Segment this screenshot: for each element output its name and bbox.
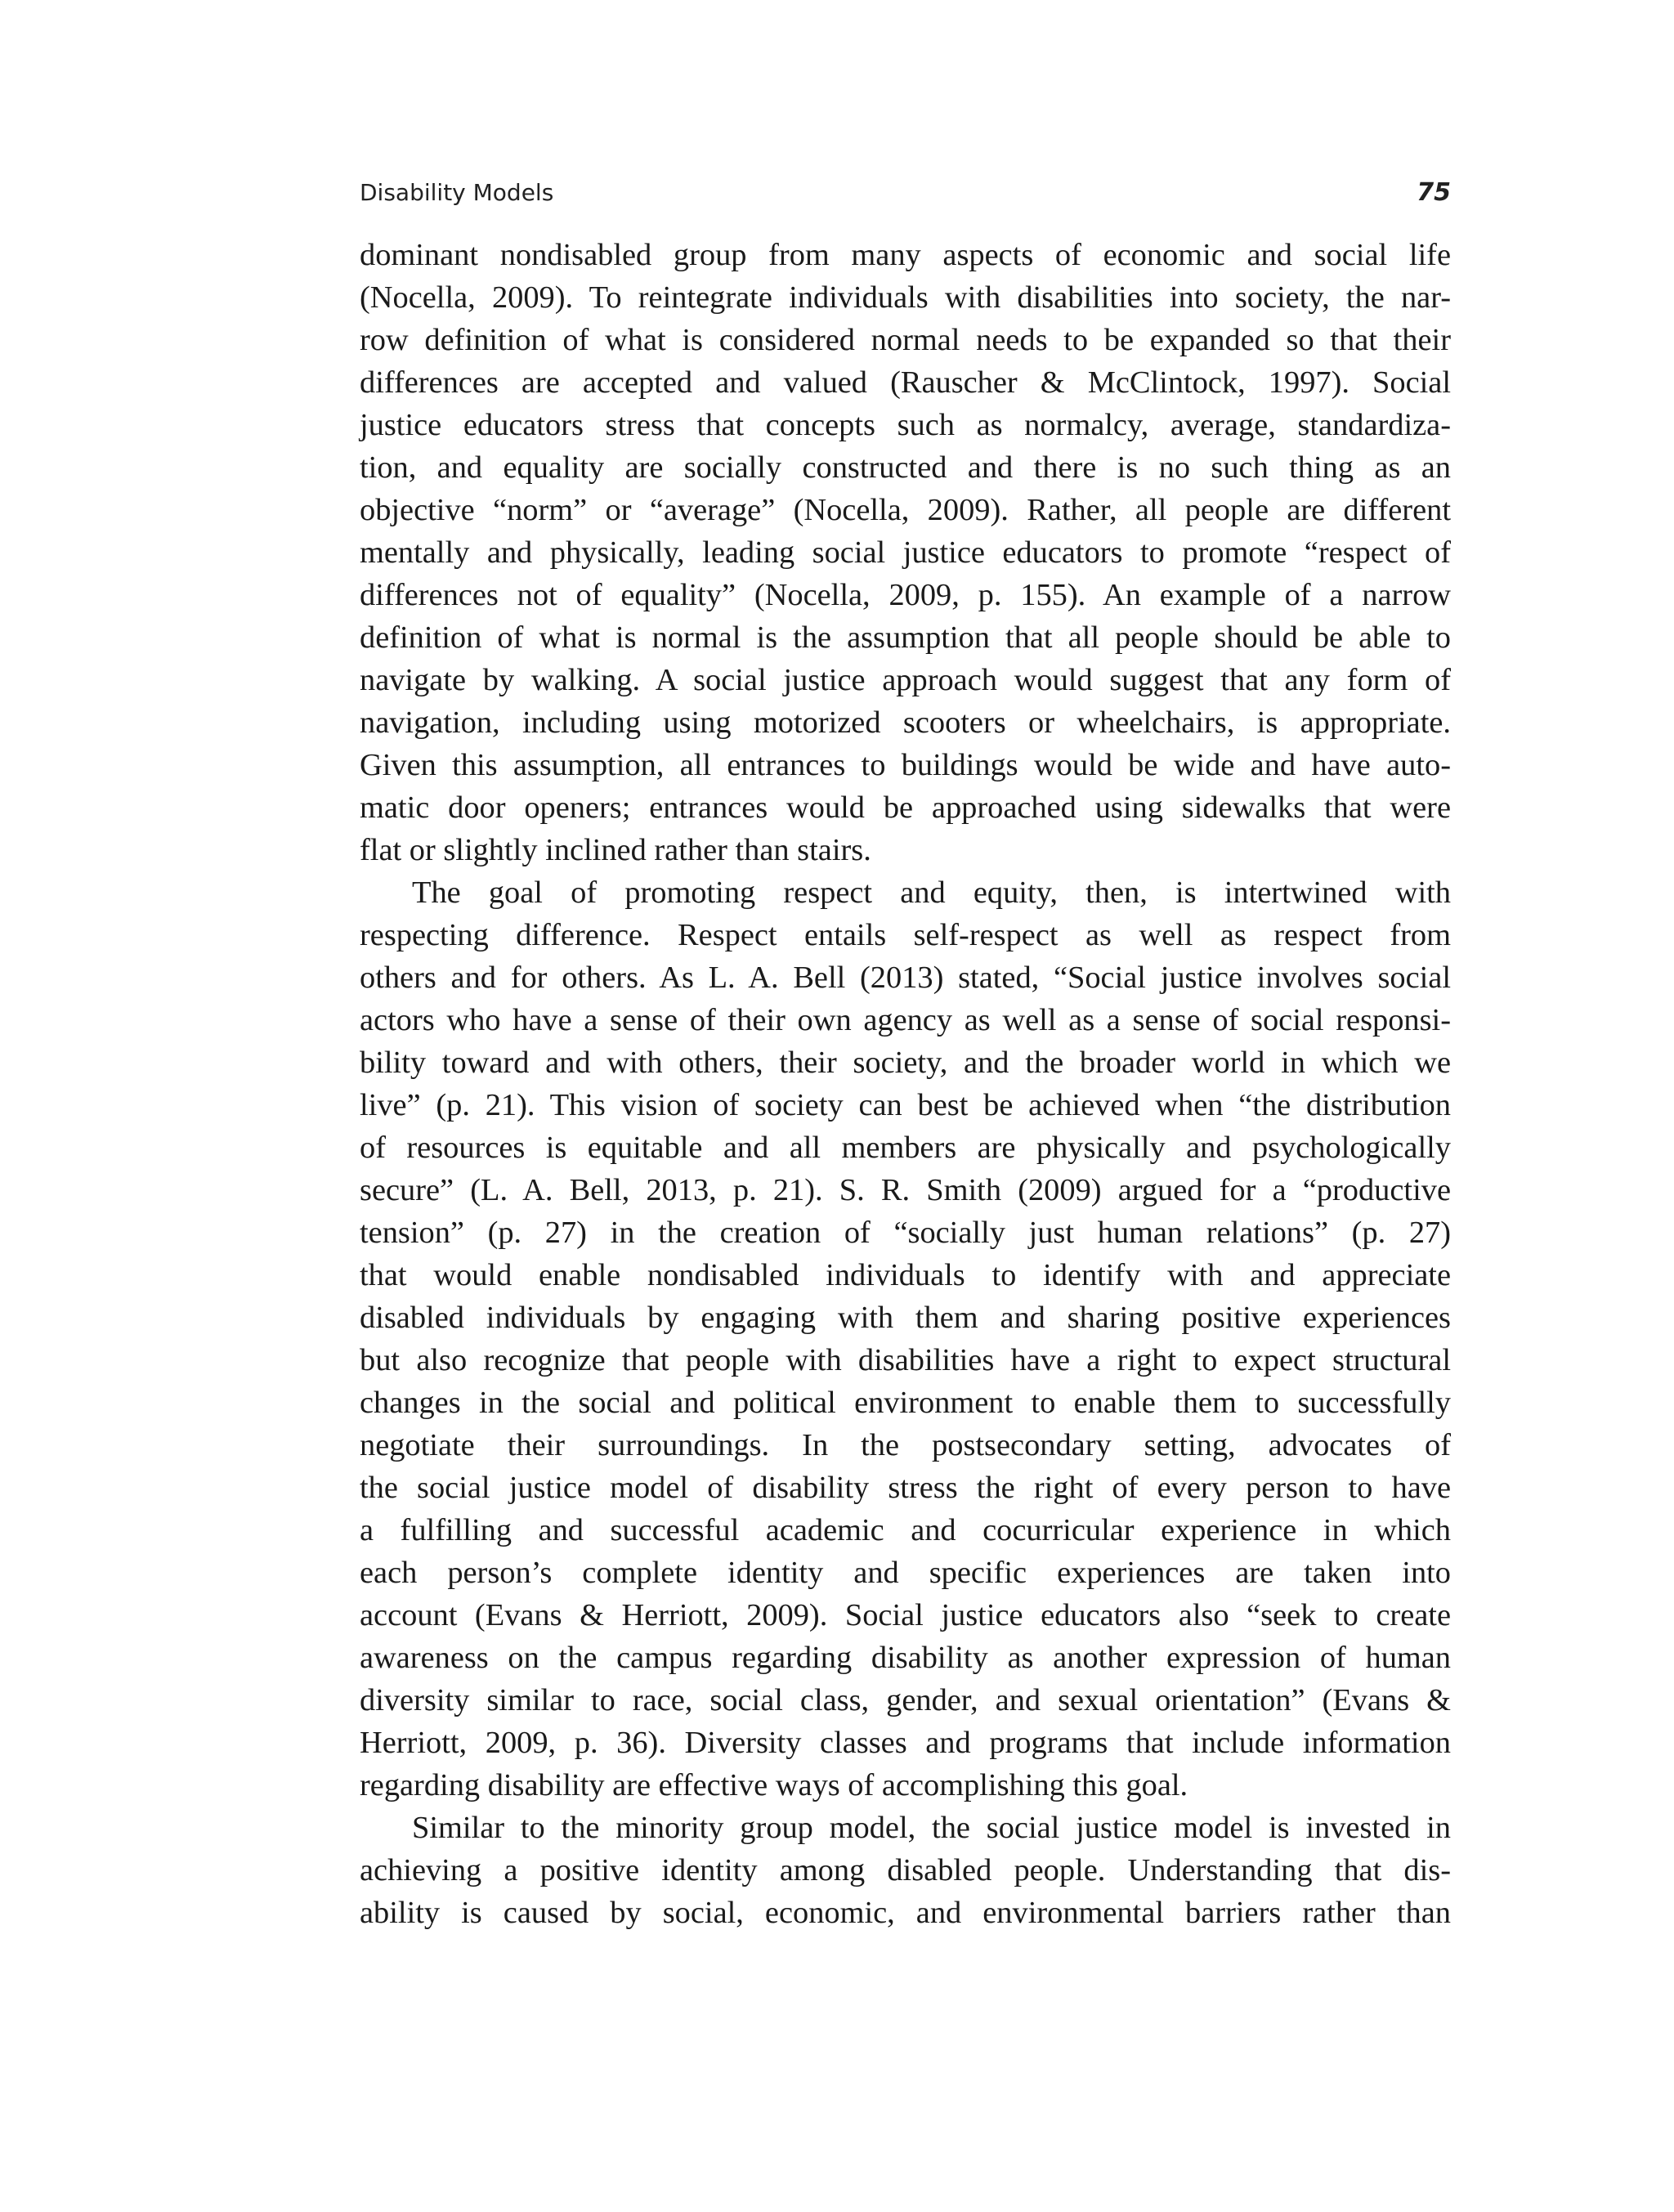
text-line: tension” (p. 27) in the creation of “socially just human relations” (p. 27) (360, 1216, 1451, 1250)
text-line: the social justice model of disability stress the right of every person to have (360, 1471, 1451, 1505)
text-line: changes in the social and political environment to enable them to successfully (360, 1386, 1451, 1420)
running-title: Disability Models (360, 179, 554, 206)
text-line: differences not of equality” (Nocella, 2009, p. 155). An example of a narrow (360, 578, 1451, 612)
page-number: 75 (1417, 178, 1451, 207)
text-line: ability is caused by social, economic, and environmental barriers rather than (360, 1896, 1451, 1930)
text-line: flat or slightly inclined rather than stairs. (360, 833, 871, 867)
text-line: navigate by walking. A social justice approach would suggest that any form of (360, 663, 1451, 697)
text-line: definition of what is normal is the assumption that all people should be able to (360, 620, 1451, 655)
text-line: awareness on the campus regarding disability as another expression of human (360, 1641, 1451, 1675)
text-line: matic door openers; entrances would be approached using sidewalks that were (360, 790, 1451, 825)
text-line: of resources is equitable and all members are physically and psychologically (360, 1131, 1451, 1165)
running-header (360, 177, 1451, 209)
text-line: a fulfilling and successful academic and cocurricular experience in which (360, 1513, 1451, 1547)
text-line: disabled individuals by engaging with them and sharing positive experiences (360, 1301, 1451, 1335)
text-line: tion, and equality are socially constructed and there is no such thing as an (360, 450, 1451, 485)
text-line: navigation, including using motorized scooters or wheelchairs, is appropriate. (360, 705, 1451, 740)
text-line: actors who have a sense of their own agency as well as a sense of social responsi- (360, 1003, 1451, 1037)
text-line: dominant nondisabled group from many aspects of economic and social life (360, 238, 1451, 272)
text-line: others and for others. As L. A. Bell (2013) stated, “Social justice involves social (360, 960, 1451, 995)
text-line: account (Evans & Herriott, 2009). Social justice educators also “seek to create (360, 1598, 1451, 1632)
text-line: (Nocella, 2009). To reintegrate individuals with disabilities into society, the nar- (360, 280, 1451, 315)
paragraph (360, 871, 1451, 1807)
text-line: Similar to the minority group model, the social justice model is invested in (412, 1811, 1451, 1845)
paragraph (360, 1807, 1451, 1934)
text-line: bility toward and with others, their society, and the broader world in which we (360, 1046, 1451, 1080)
text-line: justice educators stress that concepts such as normalcy, average, standardiza- (360, 408, 1451, 442)
text-line: live” (p. 21). This vision of society can best be achieved when “the distribution (360, 1088, 1451, 1122)
text-line: each person’s complete identity and specific experiences are taken into (360, 1556, 1451, 1590)
text-line: Given this assumption, all entrances to buildings would be wide and have auto- (360, 748, 1451, 782)
text-line: negotiate their surroundings. In the postsecondary setting, advocates of (360, 1428, 1451, 1462)
body-text (360, 234, 1451, 1934)
text-line: Herriott, 2009, p. 36). Diversity classes and programs that include information (360, 1726, 1451, 1760)
text-line: mentally and physically, leading social justice educators to promote “respect of (360, 535, 1451, 570)
text-line: objective “norm” or “average” (Nocella, 2009). Rather, all people are different (360, 493, 1451, 527)
text-line: achieving a positive identity among disabled people. Understanding that dis- (360, 1853, 1451, 1887)
text-line: row definition of what is considered normal needs to be expanded so that their (360, 323, 1451, 357)
text-line: but also recognize that people with disabilities have a right to expect structural (360, 1343, 1451, 1377)
text-line: regarding disability are effective ways of accomplishing this goal. (360, 1768, 1188, 1802)
text-line: diversity similar to race, social class, gender, and sexual orientation” (Evans & (360, 1683, 1451, 1717)
text-line: differences are accepted and valued (Rauscher & McClintock, 1997). Social (360, 365, 1451, 400)
text-line: secure” (L. A. Bell, 2013, p. 21). S. R. Smith (2009) argued for a “productive (360, 1173, 1451, 1207)
text-line: respecting difference. Respect entails self-respect as well as respect from (360, 918, 1451, 952)
paragraph (360, 234, 1451, 871)
text-line: The goal of promoting respect and equity, then, is intertwined with (412, 875, 1451, 910)
text-line: that would enable nondisabled individuals to identify with and appreciate (360, 1258, 1451, 1292)
